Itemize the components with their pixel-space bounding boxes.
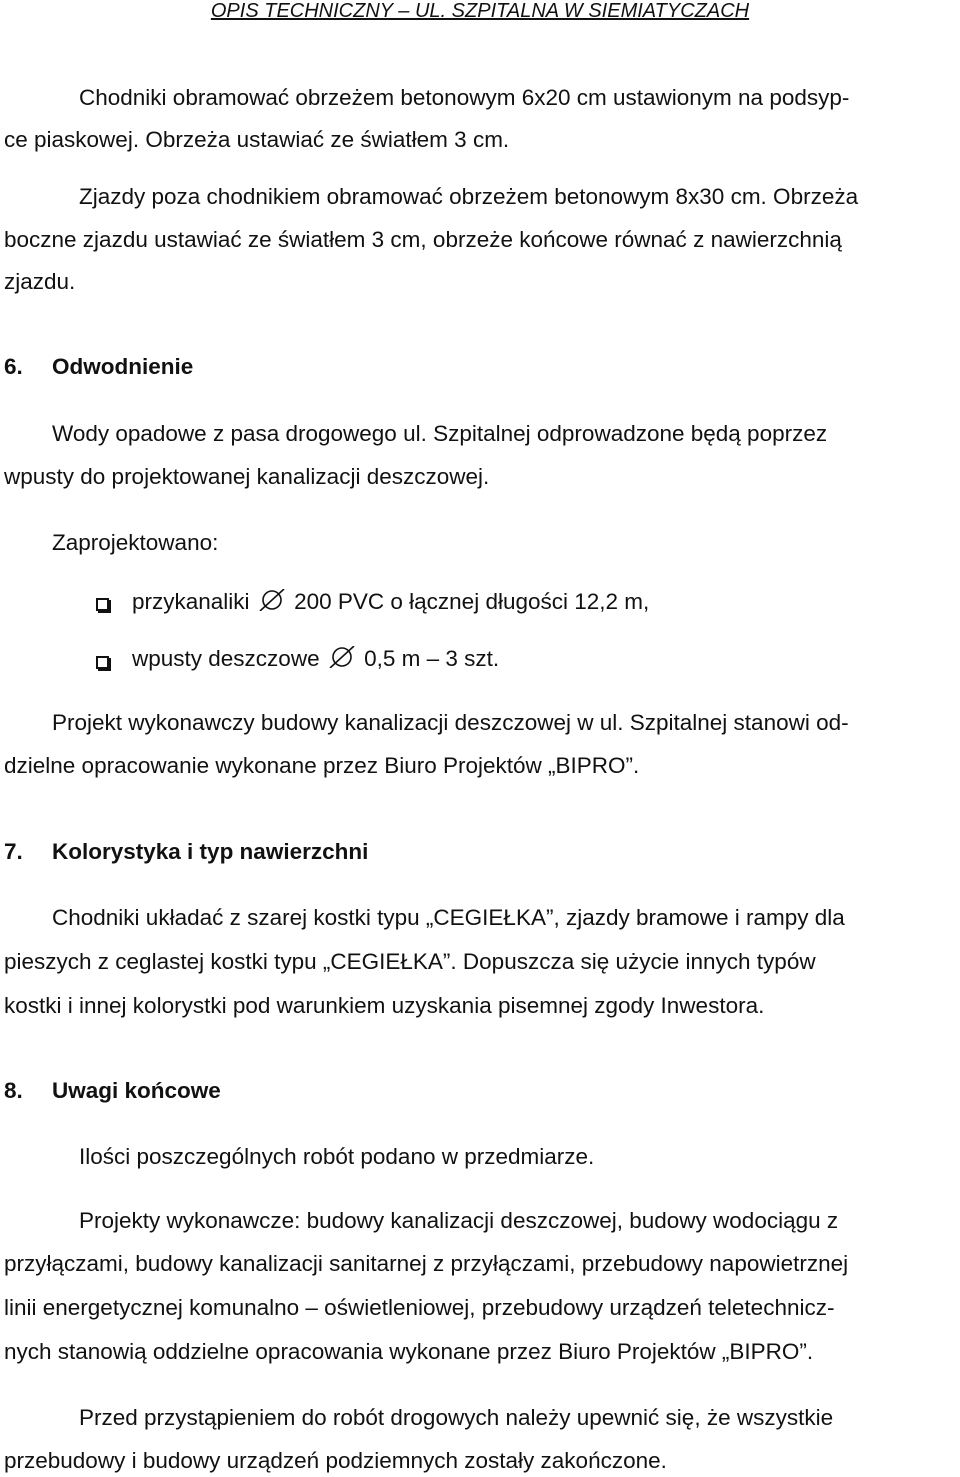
paragraph-line: linii energetycznej komunalno – oświetleniowej, przebudowy urządzeń teletechnicz- bbox=[4, 1295, 835, 1320]
checkbox-bullet-icon bbox=[96, 656, 109, 669]
section-heading: Odwodnienie bbox=[52, 354, 194, 379]
paragraph-line: przyłączami, budowy kanalizacji sanitarnej z przyłączami, przebudowy napowietrznej bbox=[4, 1251, 849, 1276]
list-item-value: 0,5 m – 3 szt. bbox=[364, 646, 500, 671]
paragraph-line: Projekty wykonawcze: budowy kanalizacji deszczowej, budowy wodociągu z bbox=[79, 1208, 839, 1233]
diameter-icon bbox=[326, 646, 358, 668]
paragraph-line: Zaprojektowano: bbox=[52, 530, 219, 555]
section-number: 6. bbox=[4, 354, 23, 379]
paragraph-line: dzielne opracowanie wykonane przez Biuro Projektów „BIPRO”. bbox=[4, 753, 640, 778]
page-header: OPIS TECHNICZNY – UL. SZPITALNA W SIEMIATYCZACH bbox=[210, 0, 750, 22]
checkbox-bullet-icon bbox=[96, 598, 109, 611]
paragraph-line: wpusty do projektowanej kanalizacji deszczowej. bbox=[4, 464, 490, 489]
paragraph-line: kostki i innej kolorystki pod warunkiem uzyskania pisemnej zgody Inwestora. bbox=[4, 993, 765, 1018]
list-item-value: 200 PVC o łącznej długości 12,2 m, bbox=[294, 589, 650, 614]
paragraph-line: ce piaskowej. Obrzeża ustawiać ze światłem 3 cm. bbox=[4, 127, 510, 152]
paragraph-line: Chodniki obramować obrzeżem betonowym 6x20 cm ustawionym na podsyp- bbox=[79, 85, 850, 110]
paragraph-line: zjazdu. bbox=[4, 269, 76, 294]
paragraph-line: nych stanowią oddzielne opracowania wykonane przez Biuro Projektów „BIPRO”. bbox=[4, 1339, 814, 1364]
paragraph-line: pieszych z ceglastej kostki typu „CEGIEŁKA”. Dopuszcza się użycie innych typów bbox=[4, 949, 816, 974]
section-number: 8. bbox=[4, 1078, 23, 1103]
paragraph-line: Przed przystąpieniem do robót drogowych należy upewnić się, że wszystkie bbox=[79, 1405, 834, 1430]
list-item-label: wpusty deszczowe bbox=[132, 646, 320, 671]
paragraph-line: Projekt wykonawczy budowy kanalizacji deszczowej w ul. Szpitalnej stanowi od- bbox=[52, 710, 849, 735]
list-item bbox=[132, 589, 649, 614]
paragraph-line: Zjazdy poza chodnikiem obramować obrzeżem betonowym 8x30 cm. Obrzeża bbox=[79, 184, 859, 209]
paragraph-line: Chodniki układać z szarej kostki typu „CEGIEŁKA”, zjazdy bramowe i rampy dla bbox=[52, 905, 845, 930]
section-number: 7. bbox=[4, 839, 23, 864]
paragraph-line: przebudowy i budowy urządzeń podziemnych zostały zakończone. bbox=[4, 1448, 667, 1473]
paragraph-line: Ilości poszczególnych robót podano w przedmiarze. bbox=[79, 1144, 595, 1169]
list-item-label: przykanaliki bbox=[132, 589, 250, 614]
paragraph-line: boczne zjazdu ustawiać ze światłem 3 cm, obrzeże końcowe równać z nawierzchnią bbox=[4, 227, 842, 252]
list-item bbox=[132, 646, 499, 671]
paragraph-line: Wody opadowe z pasa drogowego ul. Szpitalnej odprowadzone będą poprzez bbox=[52, 421, 828, 446]
section-heading: Uwagi końcowe bbox=[52, 1078, 221, 1103]
section-heading: Kolorystyka i typ nawierzchni bbox=[52, 839, 369, 864]
diameter-icon bbox=[256, 589, 288, 611]
